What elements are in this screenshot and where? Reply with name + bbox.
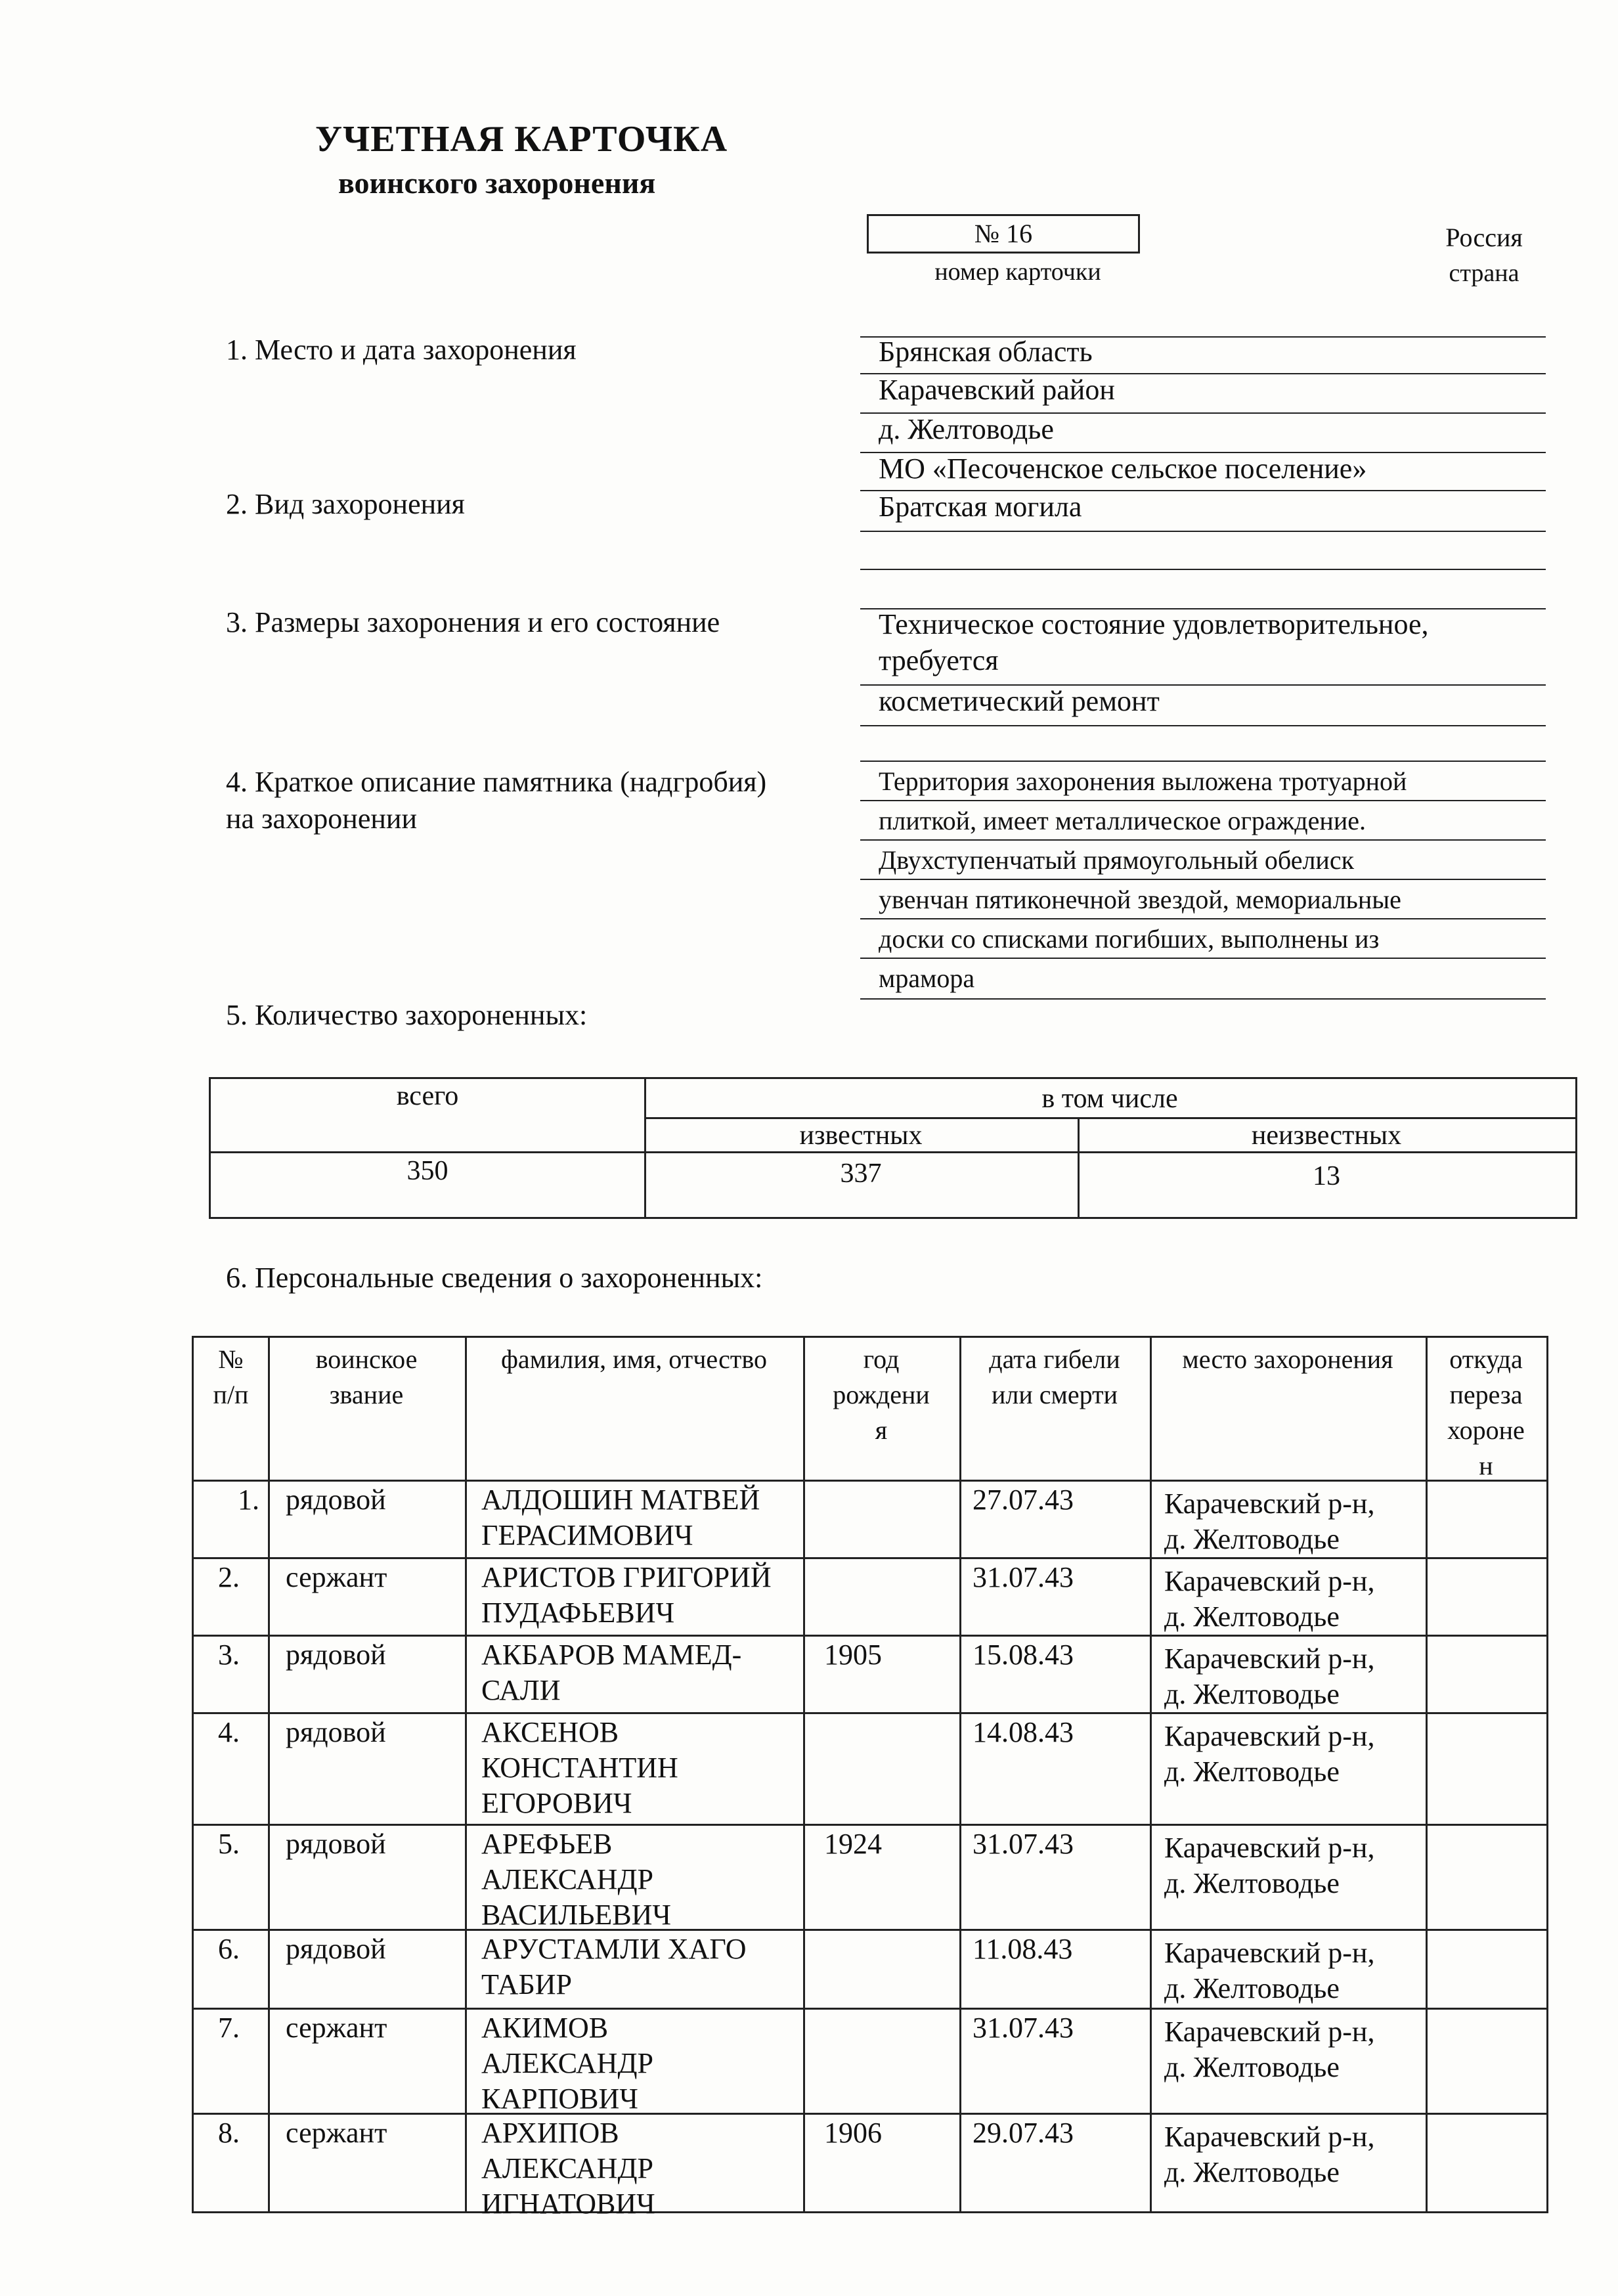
rule-line [860, 569, 1546, 570]
row-birth: 1924 [824, 1828, 882, 1860]
name-line: ЕГОРОВИЧ [481, 1787, 632, 1819]
header-name-line: фамилия, имя, отчество [501, 1344, 767, 1374]
name-line: КОНСТАНТИН [481, 1752, 678, 1784]
q1-line-village: д. Желтоводье [879, 413, 1054, 445]
name-line: АРХИПОВ [481, 2117, 619, 2149]
country-caption: страна [1449, 259, 1520, 287]
rule-line [860, 918, 1546, 919]
value-total: 350 [406, 1156, 448, 1186]
place-line: д. Желтоводье [1164, 1601, 1340, 1633]
row-birth: 1906 [824, 2117, 882, 2149]
row-num: 4. [218, 1716, 240, 1748]
place-line: д. Желтоводье [1164, 1678, 1340, 1710]
q3-label: 3. Размеры захоронения и его состояние [226, 606, 720, 638]
rule-line [860, 725, 1546, 726]
header-from-line: н [1479, 1451, 1493, 1480]
q6-label: 6. Персональные сведения о захороненных: [226, 1262, 763, 1294]
table-rule [194, 1480, 1546, 1482]
place-line: Карачевский р-н, [1164, 1643, 1375, 1675]
row-rank: рядовой [286, 1639, 386, 1671]
row-death: 27.07.43 [973, 1484, 1074, 1516]
name-line: АКИМОВ [481, 2012, 609, 2044]
table-rule [959, 1338, 961, 2211]
country-value: Россия [1445, 223, 1523, 252]
name-line: ПУДАФЬЕВИЧ [481, 1597, 675, 1629]
row-name [481, 1715, 678, 1821]
q1-line-district: Карачевский район [879, 374, 1115, 406]
row-death: 31.07.43 [973, 2012, 1074, 2044]
name-line: ВАСИЛЬЕВИЧ [481, 1899, 671, 1931]
name-line: АКСЕНОВ [481, 1716, 619, 1748]
place-line: д. Желтоводье [1164, 1755, 1340, 1788]
row-place [1164, 1719, 1374, 1790]
q4-line-6: мрамора [879, 963, 975, 993]
row-place [1164, 1564, 1374, 1635]
place-line: Карачевский р-н, [1164, 1937, 1375, 1969]
table-rule [268, 1338, 270, 2211]
row-place [1164, 1935, 1374, 2006]
name-line: АРИСТОВ ГРИГОРИЙ [481, 1561, 772, 1593]
name-line: АРУСТАМЛИ ХАГО [481, 1933, 747, 1965]
document-subtitle: воинского захоронения [338, 166, 656, 200]
q4-line-1: Территория захоронения выложена тротуарной [879, 766, 1407, 796]
row-place [1164, 1830, 1374, 1901]
name-line: АЛЕКСАНДР [481, 1863, 653, 1895]
place-line: д. Желтоводье [1164, 1867, 1340, 1899]
place-line: Карачевский р-н, [1164, 2121, 1375, 2153]
q3-line-1: Техническое состояние удовлетворительное, [879, 608, 1429, 640]
header-from-line: переза [1449, 1380, 1523, 1409]
row-name [481, 2010, 653, 2117]
row-death: 31.07.43 [973, 1828, 1074, 1860]
q4-line-4: увенчан пятиконечной звездой, мемориальные [879, 885, 1401, 914]
header-burial-place [1150, 1342, 1426, 1377]
q3-line-3: косметический ремонт [879, 685, 1160, 717]
row-num: 1. [238, 1484, 259, 1516]
header-reburied-from [1426, 1342, 1546, 1484]
row-place [1164, 2119, 1374, 2190]
q1-label: 1. Место и дата захоронения [226, 334, 577, 366]
q4-line-3: Двухступенчатый прямоугольный обелиск [879, 845, 1355, 875]
row-num: 3. [218, 1639, 240, 1671]
table-rule [1150, 1338, 1152, 2211]
rule-line [860, 761, 1546, 762]
header-rank-line: звание [329, 1380, 404, 1409]
name-line: АКБАРОВ МАМЕД- [481, 1639, 742, 1671]
rule-line [860, 531, 1546, 532]
header-num-line: п/п [213, 1380, 249, 1409]
place-line: Карачевский р-н, [1164, 2016, 1375, 2048]
row-death: 11.08.43 [973, 1933, 1073, 1965]
name-line: АРЕФЬЕВ [481, 1828, 613, 1860]
table-rule [194, 2008, 1546, 2010]
header-birth-line: год [863, 1344, 900, 1374]
row-name [481, 1482, 760, 1553]
row-death: 29.07.43 [973, 2117, 1074, 2149]
row-place [1164, 2014, 1374, 2085]
table-rule [465, 1338, 467, 2211]
q1-line-municipality: МО «Песоченское сельское поселение» [879, 453, 1367, 485]
header-known: известных [799, 1120, 923, 1151]
q4-label-line2: на захоронении [226, 803, 418, 835]
row-rank: рядовой [286, 1828, 386, 1860]
place-line: Карачевский р-н, [1164, 1832, 1375, 1864]
header-rank [268, 1342, 465, 1413]
q1-line-region: Брянская область [879, 336, 1093, 368]
header-including: в том числе [1041, 1084, 1178, 1114]
row-num: 7. [218, 2012, 240, 2044]
header-name [465, 1342, 803, 1377]
row-name [481, 1637, 741, 1708]
name-line: САЛИ [481, 1674, 561, 1706]
place-line: д. Желтоводье [1164, 2156, 1340, 2188]
header-birth-year [803, 1342, 959, 1448]
name-line: АЛДОШИН МАТВЕЙ [481, 1484, 760, 1516]
burial-count-table [209, 1077, 1577, 1219]
name-line: АЛЕКСАНДР [481, 2152, 653, 2184]
table-rule [803, 1338, 805, 2211]
table-rule [194, 1557, 1546, 1559]
header-place-line: место захоронения [1182, 1344, 1393, 1374]
q5-label: 5. Количество захороненных: [226, 999, 588, 1031]
table-rule [194, 2113, 1546, 2115]
row-name [481, 1560, 772, 1631]
place-line: Карачевский р-н, [1164, 1720, 1375, 1752]
name-line: КАРПОВИЧ [481, 2083, 638, 2115]
place-line: д. Желтоводье [1164, 2051, 1340, 2083]
place-line: д. Желтоводье [1164, 1972, 1340, 2004]
place-line: Карачевский р-н, [1164, 1565, 1375, 1597]
row-num: 8. [218, 2117, 240, 2149]
header-from-line: откуда [1449, 1344, 1523, 1374]
row-num: 6. [218, 1933, 240, 1965]
rule-line [860, 839, 1546, 841]
name-line: ТАБИР [481, 1968, 572, 2000]
row-name [481, 1826, 671, 1933]
value-unknown: 13 [1313, 1161, 1340, 1191]
header-death-line: дата гибели [989, 1344, 1120, 1374]
q4-line-2: плиткой, имеет металлическое ограждение. [879, 806, 1366, 835]
row-rank: сержант [286, 1561, 387, 1593]
rule-line [860, 800, 1546, 801]
row-birth: 1905 [824, 1639, 882, 1671]
row-num: 5. [218, 1828, 240, 1860]
header-death-line: или смерти [992, 1380, 1118, 1409]
q4-line-5: доски со списками погибших, выполнены из [879, 924, 1380, 954]
row-death: 14.08.43 [973, 1716, 1074, 1748]
personal-data-table [192, 1336, 1548, 2220]
place-line: Карачевский р-н, [1164, 1488, 1375, 1520]
row-rank: сержант [286, 2012, 387, 2044]
table-rule [211, 1151, 1575, 1153]
q2-value: Братская могила [879, 491, 1082, 523]
place-line: д. Желтоводье [1164, 1523, 1340, 1555]
name-line: ГЕРАСИМОВИЧ [481, 1519, 693, 1551]
row-num: 2. [218, 1561, 240, 1593]
header-total: всего [396, 1081, 459, 1111]
table-rule [194, 1929, 1546, 1931]
row-name [481, 1932, 747, 2002]
card-number-box: № 16 [867, 214, 1140, 254]
row-rank: рядовой [286, 1933, 386, 1965]
header-death-date [959, 1342, 1150, 1413]
rule-line [860, 879, 1546, 880]
header-num-line: № [218, 1344, 244, 1374]
rule-line [860, 958, 1546, 959]
row-rank: сержант [286, 2117, 387, 2149]
row-place [1164, 1486, 1374, 1557]
rule-line [860, 998, 1546, 1000]
name-line: АЛЕКСАНДР [481, 2047, 653, 2079]
name-line: ИГНАТОВИЧ [481, 2188, 655, 2220]
row-death: 31.07.43 [973, 1561, 1074, 1593]
table-rule [194, 1635, 1546, 1637]
table-rule [194, 1824, 1546, 1826]
header-rank-line: воинское [315, 1344, 418, 1374]
header-from-line: хороне [1447, 1415, 1525, 1445]
q4-label-line1: 4. Краткое описание памятника (надгробия) [226, 766, 767, 798]
header-birth-line: я [875, 1415, 888, 1445]
header-unknown: неизвестных [1251, 1120, 1402, 1151]
row-death: 15.08.43 [973, 1639, 1074, 1671]
row-rank: рядовой [286, 1716, 386, 1748]
row-rank: рядовой [286, 1484, 386, 1516]
row-name [481, 2115, 655, 2222]
card-number-caption: номер карточки [934, 258, 1101, 286]
document-title: УЧЕТНАЯ КАРТОЧКА [315, 119, 728, 160]
row-place [1164, 1641, 1374, 1712]
table-rule [644, 1117, 1575, 1119]
table-rule [194, 1712, 1546, 1714]
q2-label: 2. Вид захоронения [226, 488, 465, 520]
q3-line-2: требуется [879, 644, 999, 676]
header-birth-line: рождени [833, 1380, 930, 1409]
header-num [194, 1342, 268, 1413]
value-known: 337 [840, 1159, 882, 1189]
